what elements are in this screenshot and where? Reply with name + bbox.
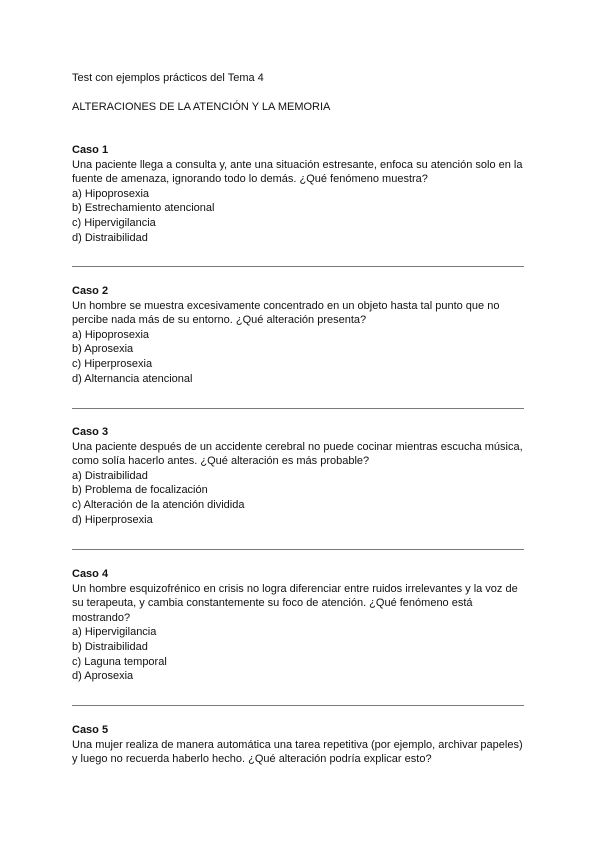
document-title: ALTERACIONES DE LA ATENCIÓN Y LA MEMORIA	[72, 101, 331, 113]
case-question: Un hombre esquizofrénico en crisis no logra diferenciar entre ruidos irrelevantes y la voz de su terapeuta, y cambia constantemente su foco de atención. ¿Qué fenómeno está mostrando?	[72, 582, 518, 624]
option-a: a) Hipervigilancia	[72, 626, 157, 639]
option-c: c) Laguna temporal	[72, 655, 167, 668]
case-question: Un hombre se muestra excesivamente concentrado en un objeto hasta tal punto que no percibe nada más de su entorno. ¿Qué alteración presenta?	[72, 299, 500, 327]
case-title: Caso 5	[72, 724, 109, 736]
divider	[72, 549, 524, 550]
option-d: d) Distraibilidad	[72, 231, 148, 244]
option-d: d) Alternancia atencional	[72, 372, 193, 385]
divider	[72, 408, 524, 409]
divider	[72, 266, 524, 267]
document-subtitle: Test con ejemplos prácticos del Tema 4	[72, 72, 264, 84]
option-d: d) Hiperprosexia	[72, 513, 153, 526]
case-question: Una mujer realiza de manera automática una tarea repetitiva (por ejemplo, archivar papeles) y luego no recuerda haberlo hecho. ¿Qué alteración podría explicar esto?	[72, 738, 523, 766]
option-a: a) Distraibilidad	[72, 469, 148, 482]
case-title: Caso 4	[72, 568, 109, 580]
option-b: b) Distraibilidad	[72, 640, 148, 653]
case-5	[72, 723, 528, 767]
case-question: Una paciente llega a consulta y, ante una situación estresante, enfoca su atención solo en la fuente de amenaza, ignorando todo lo demás. ¿Qué fenómeno muestra?	[72, 158, 523, 186]
divider	[72, 705, 524, 706]
case-2	[72, 284, 528, 386]
option-c: c) Hiperprosexia	[72, 357, 153, 370]
option-d: d) Aprosexia	[72, 670, 134, 683]
option-a: a) Hipoprosexia	[72, 187, 150, 200]
case-title: Caso 2	[72, 285, 109, 297]
option-b: b) Estrechamiento atencional	[72, 202, 215, 215]
option-b: b) Problema de focalización	[72, 484, 208, 497]
option-b: b) Aprosexia	[72, 343, 134, 356]
case-1	[72, 143, 528, 245]
option-c: c) Hipervigilancia	[72, 216, 156, 229]
option-c: c) Alteración de la atención dividida	[72, 498, 245, 511]
case-3	[72, 425, 528, 527]
case-title: Caso 1	[72, 144, 109, 156]
case-4	[72, 567, 528, 684]
case-title: Caso 3	[72, 426, 109, 438]
option-a: a) Hipoprosexia	[72, 328, 150, 341]
case-question: Una paciente después de un accidente cerebral no puede cocinar mientras escucha música, como solía hacerlo antes. ¿Qué alteración es más probable?	[72, 440, 523, 468]
